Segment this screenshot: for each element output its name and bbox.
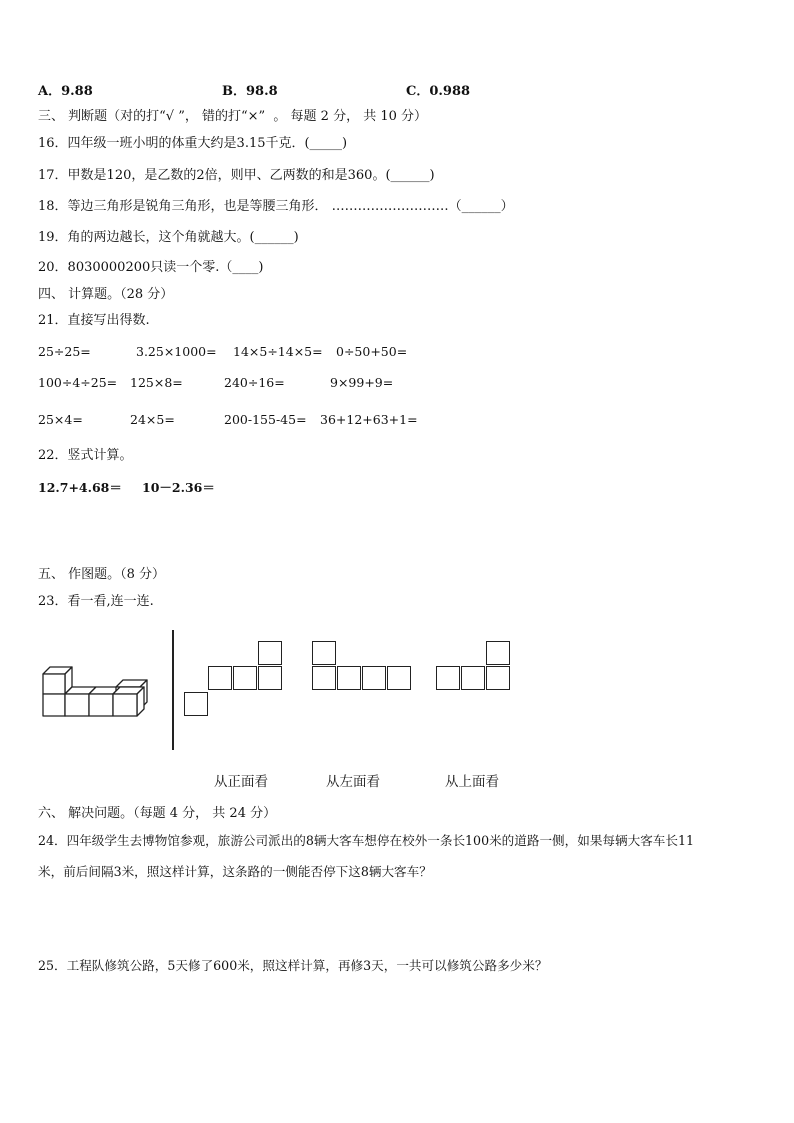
figure-divider bbox=[172, 630, 174, 750]
view-figure-1 bbox=[184, 641, 284, 718]
calc-item: 9×99+9= bbox=[330, 375, 394, 390]
question-25: 25．工程队修筑公路，5天修了600米，照这样计算，再修3天，一共可以修筑公路多少米？ bbox=[38, 958, 548, 973]
question-19: 19．角的两边越长，这个角就越大。(______) bbox=[38, 230, 299, 245]
vertical-calc-item: 10－2.36＝ bbox=[142, 480, 215, 495]
view-square bbox=[387, 666, 411, 690]
option-a: A．9.88 bbox=[38, 84, 93, 99]
question-18: 18．等边三角形是锐角三角形，也是等腰三角形． ………………………（______） bbox=[38, 199, 514, 214]
view-label-top: 从上面看 bbox=[445, 774, 499, 790]
calc-item: 36+12+63+1= bbox=[320, 412, 418, 427]
view-square bbox=[312, 666, 336, 690]
view-square bbox=[337, 666, 361, 690]
calc-item: 24×5= bbox=[130, 412, 175, 427]
question-16: 16．四年级一班小明的体重大约是3.15千克．(_____) bbox=[38, 136, 348, 151]
calc-item: 200-155-45= bbox=[224, 412, 307, 427]
question-21: 21．直接写出得数. bbox=[38, 313, 150, 328]
view-square bbox=[461, 666, 485, 690]
view-square bbox=[436, 666, 460, 690]
question-22: 22．竖式计算。 bbox=[38, 448, 133, 463]
calc-item: 100÷4÷25= bbox=[38, 375, 118, 390]
calc-item: 240÷16= bbox=[224, 375, 285, 390]
view-square bbox=[486, 641, 510, 665]
view-square bbox=[184, 692, 208, 716]
question-23: 23．看一看,连一连. bbox=[38, 594, 154, 609]
option-b: B．98.8 bbox=[222, 84, 278, 99]
question-20: 20．8030000200只读一个零.（____) bbox=[38, 260, 264, 275]
calc-item: 25×4= bbox=[38, 412, 83, 427]
option-c: C．0.988 bbox=[406, 84, 471, 99]
calc-item: 3.25×1000= bbox=[136, 344, 217, 359]
view-square bbox=[258, 641, 282, 665]
vertical-calc-item: 12.7+4.68＝ bbox=[38, 480, 122, 495]
view-label-front: 从正面看 bbox=[214, 774, 268, 790]
section-3-header: 三、 判断题（对的打“√ ”， 错的打“×” 。 每题 2 分， 共 10 分） bbox=[38, 109, 428, 124]
calc-item: 0÷50+50= bbox=[336, 344, 408, 359]
view-figure-2 bbox=[312, 641, 413, 693]
calc-item: 25÷25= bbox=[38, 344, 91, 359]
view-label-left: 从左面看 bbox=[326, 774, 380, 790]
view-figure-3 bbox=[436, 641, 512, 693]
section-6-header: 六、 解决问题。（每题 4 分， 共 24 分） bbox=[38, 806, 277, 821]
question-24: 24．四年级学生去博物馆参观，旅游公司派出的8辆大客车想停在校外一条长100米的道路一侧，如果每辆大客车长11 bbox=[38, 833, 695, 848]
section-4-header: 四、 计算题。（28 分） bbox=[38, 287, 174, 302]
view-square bbox=[362, 666, 386, 690]
view-square bbox=[233, 666, 257, 690]
calc-item: 125×8= bbox=[130, 375, 183, 390]
calc-item: 14×5÷14×5= bbox=[233, 344, 323, 359]
view-square bbox=[486, 666, 510, 690]
question-24-continued: 米，前后间隔3米，照这样计算，这条路的一侧能否停下这8辆大客车？ bbox=[38, 864, 432, 879]
view-square bbox=[312, 641, 336, 665]
cube-stack-figure bbox=[36, 662, 160, 722]
question-17: 17．甲数是120，是乙数的2倍，则甲、乙两数的和是360。(______) bbox=[38, 168, 435, 183]
section-5-header: 五、 作图题。（8 分） bbox=[38, 567, 166, 582]
view-square bbox=[208, 666, 232, 690]
view-square bbox=[258, 666, 282, 690]
